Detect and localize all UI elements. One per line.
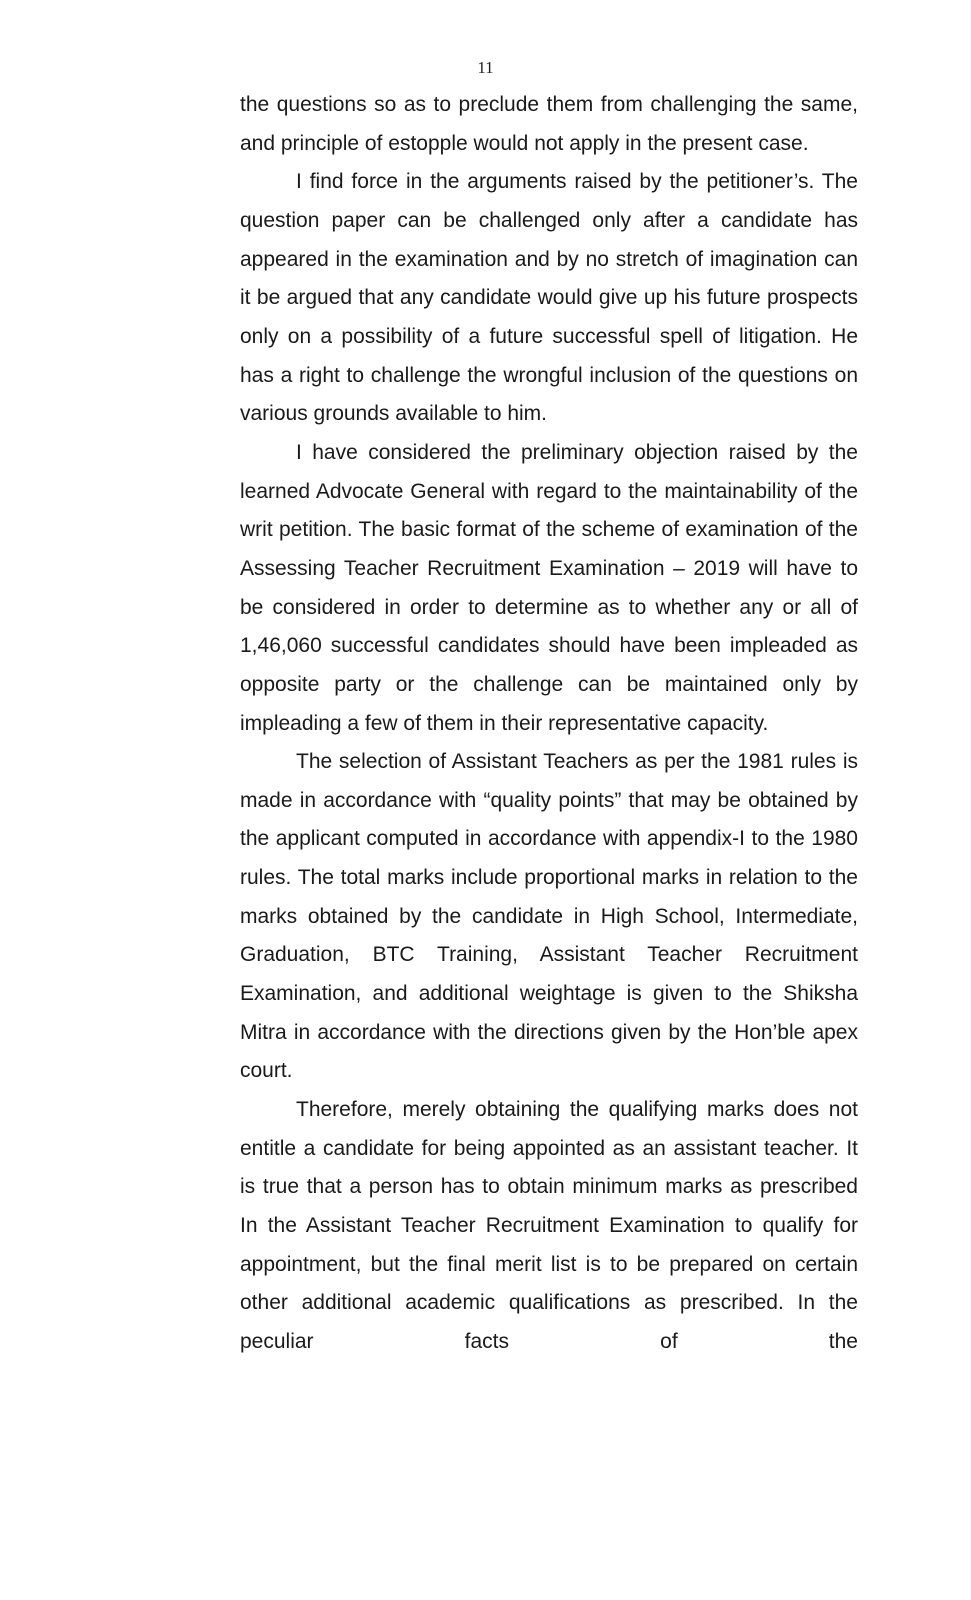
paragraph-1: the questions so as to preclude them from challenging the same, and principle of estopple would not apply in the present case. bbox=[240, 93, 858, 155]
paragraph-5: Therefore, merely obtaining the qualifying marks does not entitle a candidate for being appointed as an assistant teacher. It is true that a person has to obtain minimum marks as prescribed In the Assistant Teacher Recruitment Examination to qualify for appointment, but the final merit list is to be prepared on certain other additional academic qualifications as prescribed. In the peculiar facts of the bbox=[240, 1098, 858, 1353]
paragraph-2: I find force in the arguments raised by the petitioner’s. The question paper can be challenged only after a candidate has appeared in the examination and by no stretch of imagination can it be argued that any candidate would give up his future prospects only on a possibility of a future successful spell of litigation. He has a right to challenge the wrongful inclusion of the questions on various grounds available to him. bbox=[240, 170, 858, 426]
paragraph-3: I have considered the preliminary objection raised by the learned Advocate General with regard to the maintainability of the writ petition. The basic format of the scheme of examination of the Assessing Teacher Recruitment Examination – 2019 will have to be considered in order to determine as to whether any or all of 1,46,060 successful candidates should have been impleaded as opposite party or the challenge can be maintained only by impleading a few of them in their representative capacity. bbox=[240, 440, 858, 735]
paragraph-4: The selection of Assistant Teachers as per the 1981 rules is made in accordance with “quality points” that may be obtained by the applicant computed in accordance with appendix-I to the 1980 rules. The total marks include proportional marks in relation to the marks obtained by the candidate in High School, Intermediate, Graduation, BTC Training, Assistant Teacher Recruitment Examination, and additional weightage is given to the Shiksha Mitra in accordance with the directions given by the Hon’ble apex court. bbox=[240, 750, 858, 1083]
body-text bbox=[240, 86, 858, 1362]
page-number: 11 bbox=[477, 58, 494, 77]
